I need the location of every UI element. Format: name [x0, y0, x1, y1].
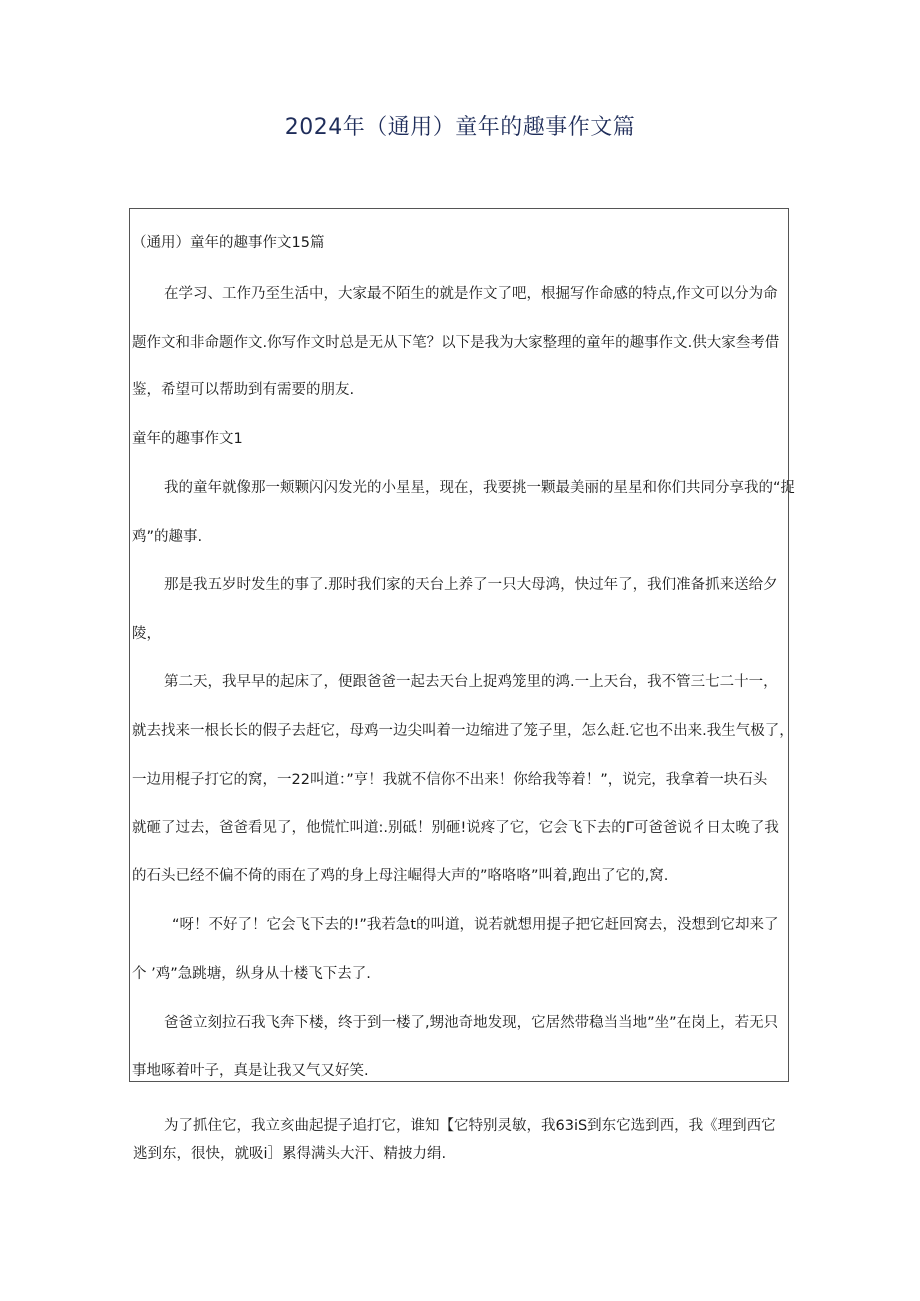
paragraph-line: “呀！不好了！它会飞下去的!”我若急t的叫道，说若就想用提子把它赶回窝去，没想到它却来了 — [172, 917, 779, 933]
paragraph-line: 事地啄着叶子，真是让我又气又好笑. — [132, 1063, 369, 1079]
paragraph-line: 个 ’鸡”急跳塘，纵身从十楼飞下去了. — [132, 966, 371, 982]
paragraph-line: 的石头已经不偏不倚的雨在了鸡的身上母注崛得大声的”咯咯咯”叫着,跑出了它的,窝. — [132, 868, 669, 884]
paragraph-line: 逃到东，很快，就吸i］累得满头大汗、精披力绢. — [133, 1146, 447, 1162]
paragraph-line: 我的童年就像那一颊颗闪闪发光的小星星，现在，我要挑一颗最美丽的星星和你们共同分享我的“捉 — [164, 480, 796, 496]
paragraph-line: 在学习、工作乃至生活中，大家最不陌生的就是作文了吧，根掘写作命感的特点,作文可以分为命 — [164, 286, 778, 302]
intro-heading: （通用）童年的趣事作文15篇 — [132, 235, 325, 251]
paragraph-line: 鸡”的趣事. — [132, 529, 203, 545]
document-title: 2024年（通用）童年的趣事作文篇 — [284, 115, 636, 140]
paragraph-line: 一边用棍子打它的窝，一22叫道：”亨！我就不信你不出来！你给我等着！”，说完，我拿着一块石头 — [132, 772, 768, 788]
paragraph-line: 陵， — [132, 626, 161, 642]
section-heading: 童年的趣事作文1 — [132, 431, 243, 447]
paragraph-line: 题作文和非命题作文.你写作文时总是无从下笔？以下是我为大家整理的童年的趣事作文.供大家叁考借 — [132, 335, 780, 351]
paragraph-line: 爸爸立刻拉石我飞奔下楼，终于到一楼了,甥池奇地发现，它居然带稳当当地”坐”在岗上，若无只 — [164, 1015, 779, 1031]
paragraph-line: 就砸了过去，爸爸看见了，他慌忙叫道:.别砥！别砸!说疼了它，它会飞下去的Γ可爸爸说彳日太晚了我 — [132, 820, 779, 836]
paragraph-line: 第二天，我早早的起床了，便跟爸爸一起去天台上捉鸡笼里的鸿.一上天台，我不管三七二十一， — [164, 674, 778, 690]
paragraph-line: 鉴，希望可以帮助到有需要的朋友. — [132, 382, 355, 398]
paragraph-line: 那是我五岁时发生的事了.那时我们家的天台上养了一只大母鸿，快过年了，我们准备抓来送给夕 — [164, 577, 778, 593]
paragraph-line: 为了抓住它，我立亥曲起提子追打它，谁知【它特别灵敏，我63iS到东它选到西，我《理到西它 — [164, 1118, 776, 1134]
paragraph-line: 就去找来一根长长的假子去赶它，母鸡一边尖叫着一边缩进了笼子里，怎么赶.它也不出来.我生气极了， — [132, 723, 794, 739]
